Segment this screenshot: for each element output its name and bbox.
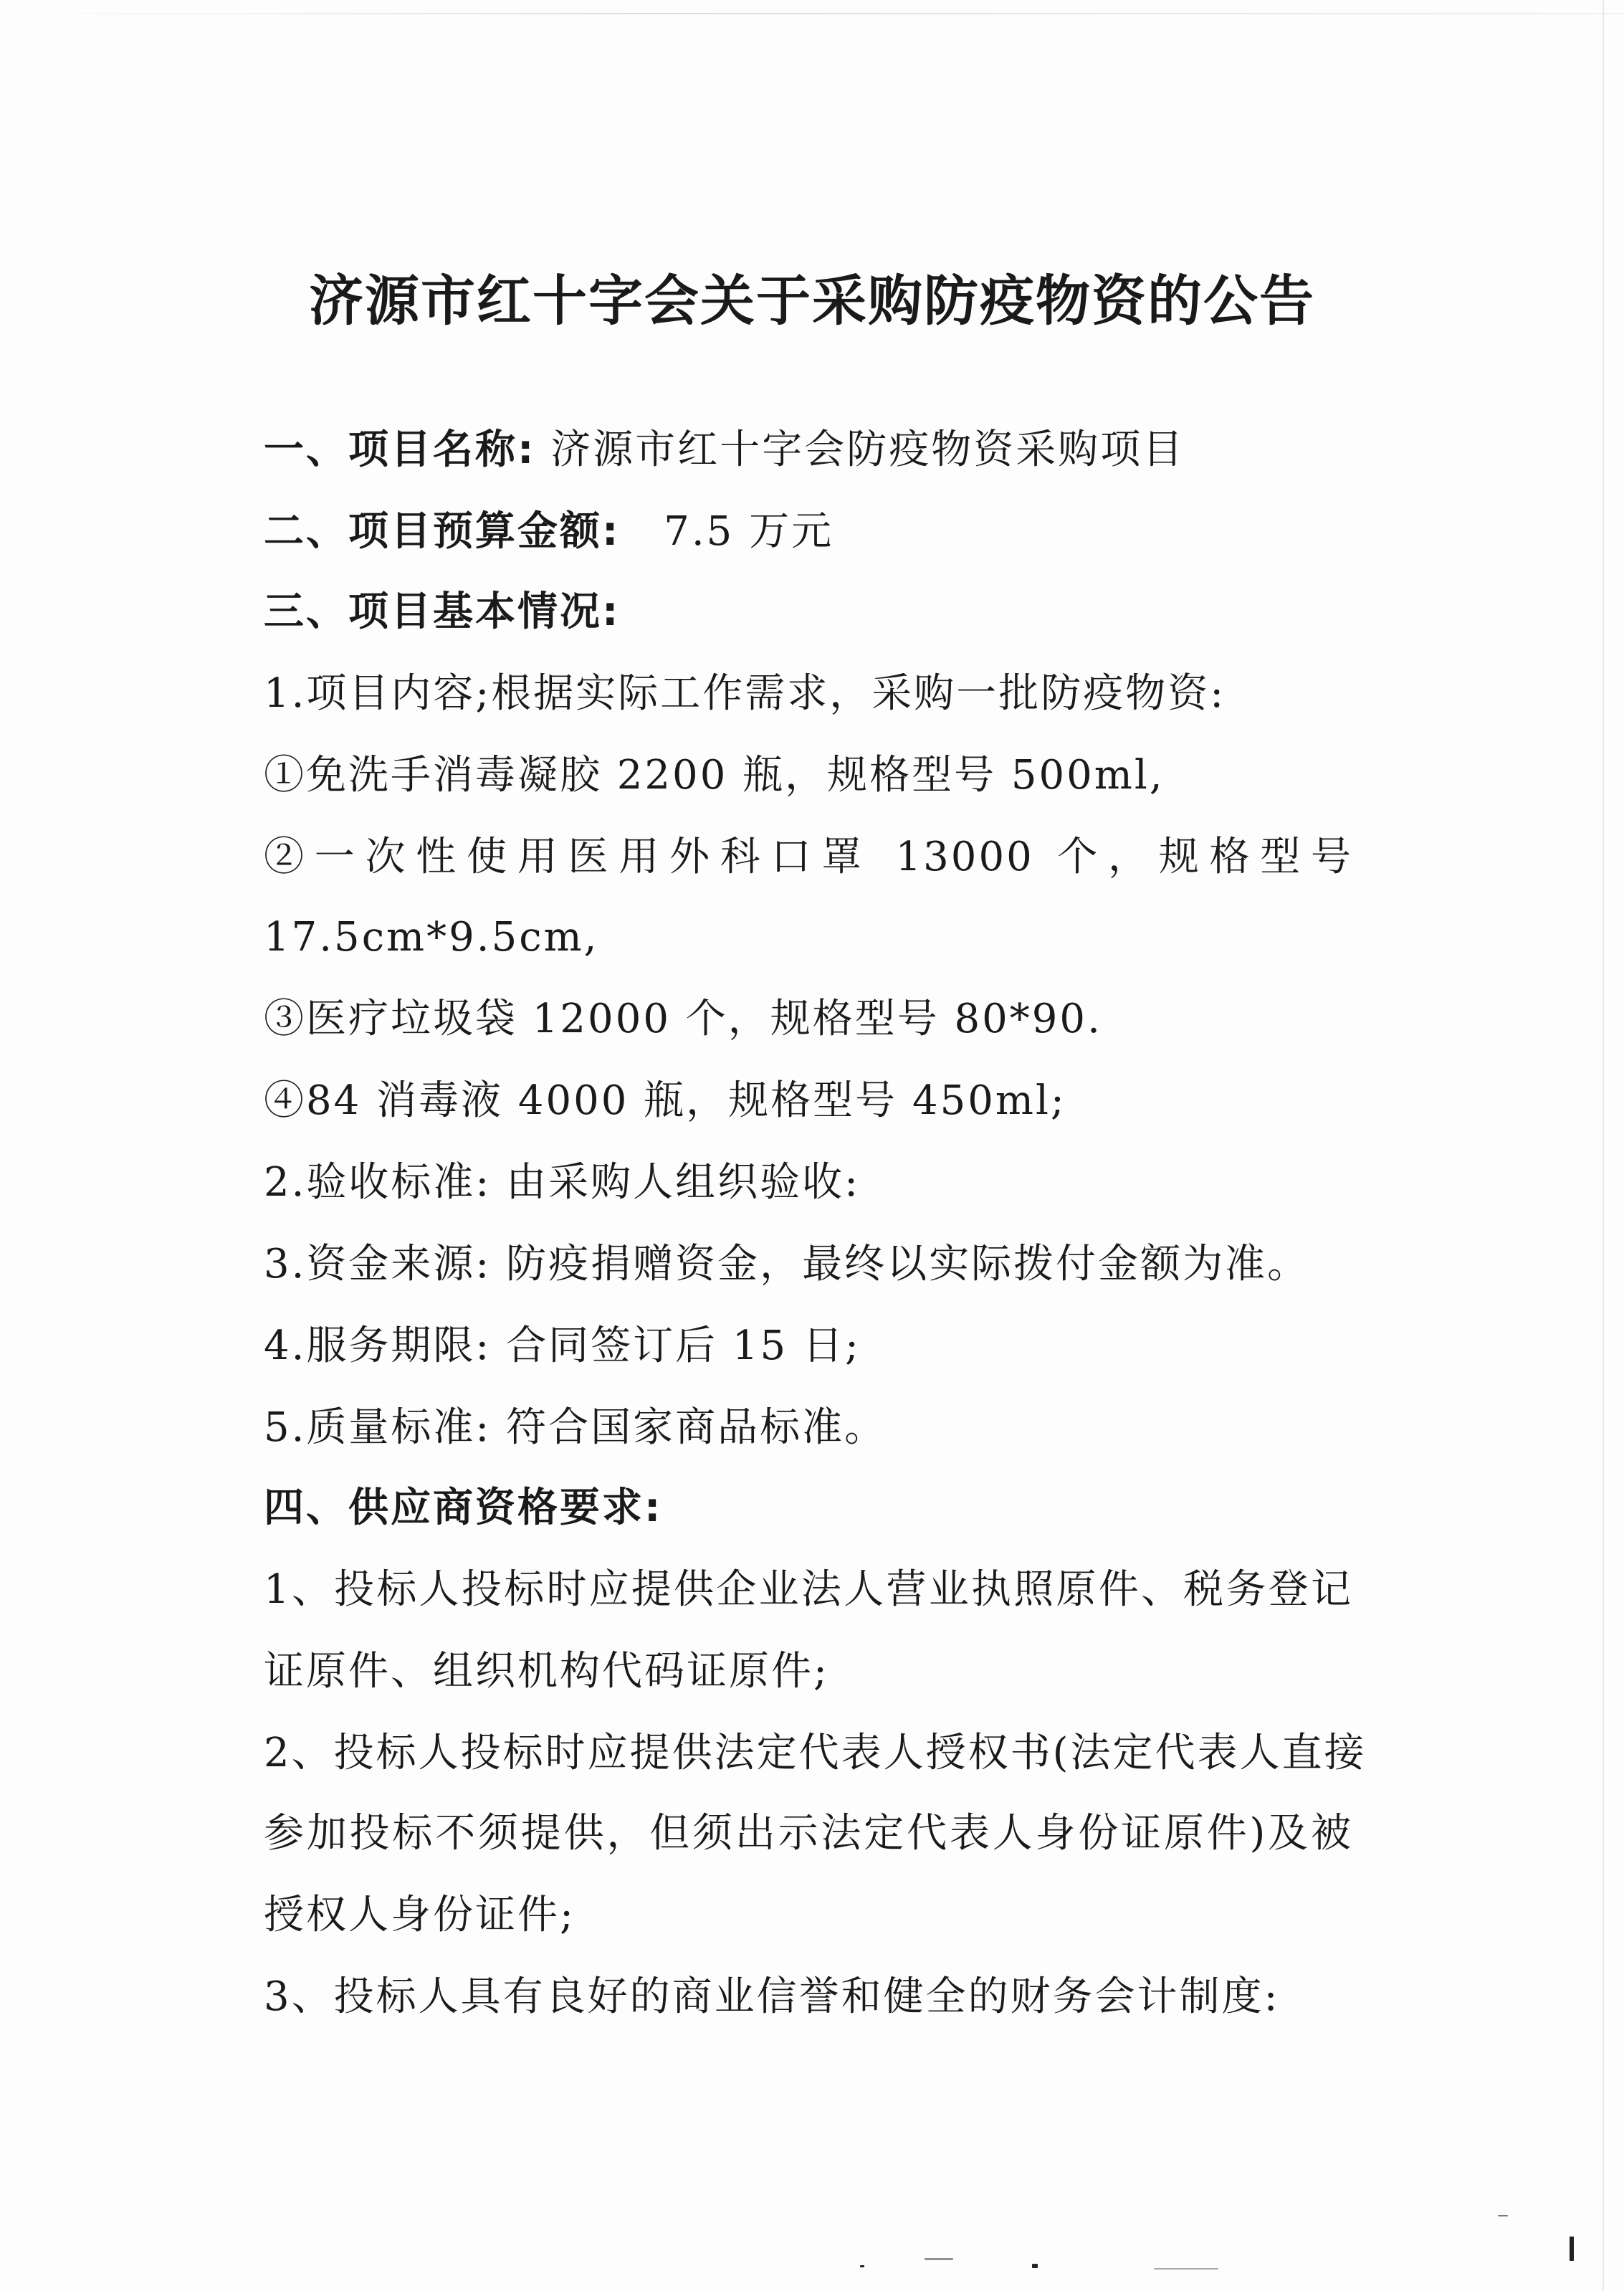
service-period: 4.服务期限: 合同签订后 15 日;: [264, 1323, 861, 1369]
scan-speck: [1032, 2264, 1038, 2268]
supplier-requirements-label: 四、供应商资格要求:: [264, 1485, 663, 1531]
project-name-line: [264, 421, 1185, 479]
project-name-label: 一、项目名称:: [264, 427, 536, 473]
item-surgical-mask-line2: 17.5cm*9.5cm,: [264, 914, 599, 961]
scan-speck: [1498, 2215, 1508, 2216]
project-content-intro: 1.项目内容;根据实际工作需求，采购一批防疫物资:: [264, 670, 1226, 717]
requirement-1-line1: 1、投标人投标时应提供企业法人营业执照原件、税务登记: [264, 1566, 1353, 1613]
project-budget-label: 二、项目预算金额:: [264, 508, 621, 555]
scan-speck: [1570, 2237, 1574, 2261]
scan-speck: [860, 2265, 864, 2267]
item-medical-waste-bag: ③医疗垃圾袋 12000 个，规格型号 80*90.: [264, 996, 1102, 1042]
requirement-2-line2: 参加投标不须提供，但须出示法定代表人身份证原件)及被: [264, 1810, 1353, 1857]
item-disinfectant: ④84 消毒液 4000 瓶，规格型号 450ml;: [264, 1077, 1066, 1124]
requirement-3: 3、投标人具有良好的商业信誉和健全的财务会计制度:: [264, 1973, 1280, 2020]
supplier-requirements-heading: [264, 1480, 662, 1537]
scan-edge-top: [0, 13, 1624, 14]
requirement-1-line2: 证原件、组织机构代码证原件;: [264, 1648, 829, 1695]
scan-speck: [925, 2258, 953, 2260]
project-basic-info-label: 三、项目基本情况:: [264, 589, 621, 635]
funding-source: 3.资金来源: 防疫捐赠资金，最终以实际拨付金额为准。: [264, 1241, 1310, 1287]
project-name-value: 济源市红十字会防疫物资采购项目: [550, 427, 1185, 473]
project-basic-info-heading: [264, 584, 620, 641]
document-title: 济源市红十字会关于采购防疫物资的公告: [309, 269, 1315, 333]
item-surgical-mask-line1: ②一次性使用医用外科口罩 13000 个，规格型号: [264, 834, 1353, 880]
requirement-2-line3: 授权人身份证件;: [264, 1892, 575, 1938]
quality-standard: 5.质量标准: 符合国家商品标准。: [264, 1404, 887, 1451]
item-hand-sanitizer: ①免洗手消毒凝胶 2200 瓶，规格型号 500ml,: [264, 752, 1165, 799]
acceptance-standard: 2.验收标准: 由采购人组织验收:: [264, 1159, 860, 1206]
scan-speck: [1154, 2268, 1218, 2269]
project-budget-value: 7.5 万元: [664, 508, 834, 555]
scan-edge-right: [1602, 0, 1604, 2291]
project-budget-line: [264, 503, 834, 561]
requirement-2-line1: 2、投标人投标时应提供法定代表人授权书(法定代表人直接: [264, 1730, 1367, 1776]
